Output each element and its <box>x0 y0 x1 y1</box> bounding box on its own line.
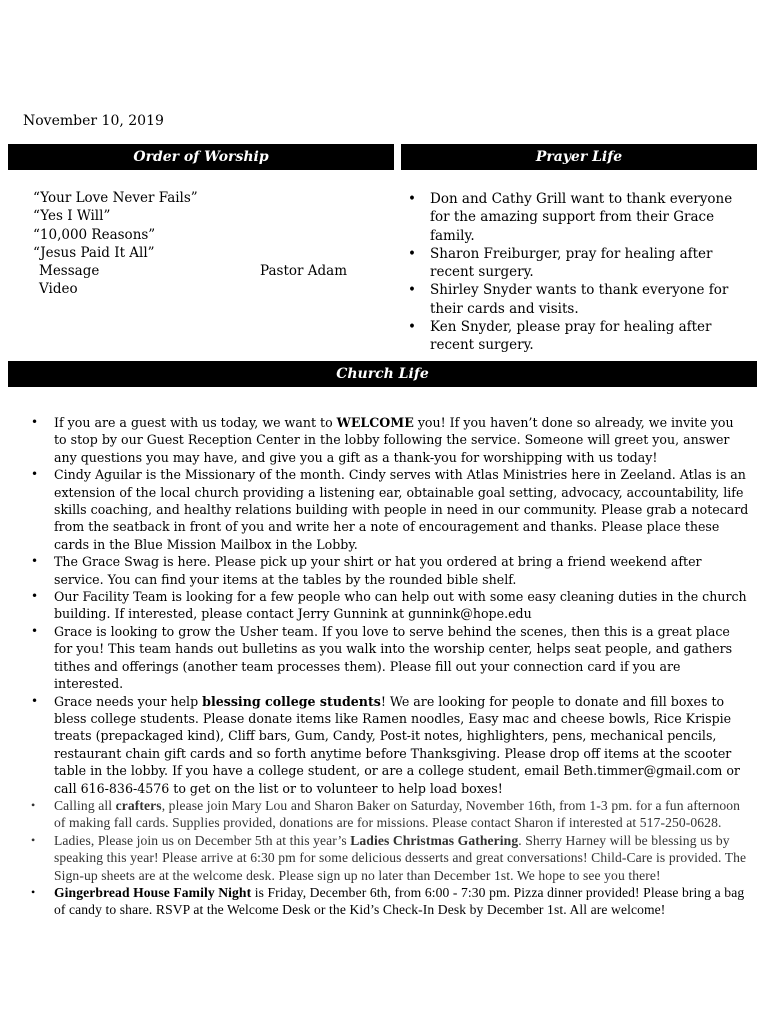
video-label: Video <box>39 281 78 298</box>
church-life-item-usher-team: • Grace is looking to grow the Usher team. If you love to serve behind the scenes, then this is a great place for you! This team hands out bulletins as you walk into the worship center, helps seat people, and gathers tithes and offerings (another team processes them). Please fill out your connection card if you are interested. <box>30 623 750 693</box>
church-life-item-facility-team: • Our Facility Team is looking for a few people who can help out with some easy cleaning duties in the church building. If interested, please contact Jerry Gunnink at gunnink@hope.edu <box>30 588 750 623</box>
church-life-item-swag: • The Grace Swag is here. Please pick up your shirt or hat you ordered at bring a friend weekend after service. You can find your items at the tables by the rounded bible shelf. <box>30 553 750 588</box>
church-life-list <box>30 414 750 919</box>
prayer-life-header: Prayer Life <box>401 144 757 170</box>
worship-song: “Jesus Paid It All” <box>33 244 155 261</box>
message-row <box>33 262 373 280</box>
church-life-header: Church Life <box>8 361 757 387</box>
message-label: Message <box>39 263 100 280</box>
worship-song: “Yes I Will” <box>33 208 111 225</box>
worship-song: “10,000 Reasons” <box>33 226 156 243</box>
church-life-item-college-students: • Grace needs your help blessing college students! We are looking for people to donate and fill boxes to bless college students. Please donate items like Ramen noodles, Easy mac and cheese bowls, Rice Krispie treats (prepackaged kind), Cliff bars, Gum, Candy, Post-it notes, highlighters, pens, mechanical pencils, restaurant chain gift cards and so forth anytime before Thanksgiving. Please drop off items at the scooter table in the lobby. If you have a college student, or are a college student, email Beth.timmer@gmail.com or call 616-836-4576 to get on the list or to volunteer to help load boxes! <box>30 693 750 797</box>
order-of-worship-list <box>33 189 373 299</box>
bulletin-date: November 10, 2019 <box>23 113 164 129</box>
worship-song: “Your Love Never Fails” <box>33 190 198 206</box>
church-life-item-gingerbread-night: • Gingerbread House Family Night is Friday, December 6th, from 6:00 - 7:30 pm. Pizza dinner provided! Please bring a bag of candy to share. RSVP at the Welcome Desk or the Kid’s Check-In Desk by December 1st. All are welcome! <box>30 884 750 919</box>
message-speaker: Pastor Adam <box>260 263 347 280</box>
prayer-item: • Don and Cathy Grill want to thank everyone for the amazing support from their Grace family. <box>405 190 745 245</box>
prayer-item: • Ken Snyder, please pray for healing after recent surgery. <box>405 318 745 355</box>
prayer-item: • Shirley Snyder wants to thank everyone for their cards and visits. <box>405 281 745 318</box>
video-row <box>33 280 373 298</box>
prayer-life-list <box>405 190 745 355</box>
prayer-item: • Sharon Freiburger, pray for healing after recent surgery. <box>405 245 745 282</box>
church-life-item-crafters: • Calling all crafters, please join Mary Lou and Sharon Baker on Saturday, November 16th, from 1-3 pm. for a fun afternoon of making fall cards. Supplies provided, donations are for missions. Please contact Sharon if interested at 517-250-0628. <box>30 797 750 832</box>
church-life-item-ladies-gathering: • Ladies, Please join us on December 5th at this year’s Ladies Christmas Gathering. Sherry Harney will be blessing us by speaking this year! Please arrive at 6:30 pm for some delicious desserts and great conversations! Child-Care is provided. The Sign-up sheets are at the welcome desk. Please sign up no later than December 1st. We hope to see you there! <box>30 832 750 884</box>
church-life-item-missionary: • Cindy Aguilar is the Missionary of the month. Cindy serves with Atlas Ministries here in Zeeland. Atlas is an extension of the local church providing a listening ear, obtainable goal setting, advocacy, accountability, life skills coaching, and healthy relations building with people in need in our community. Please grab a notecard from the seatback in front of you and write her a note of encouragement and thanks. Please place these cards in the Blue Mission Mailbox in the Lobby. <box>30 466 750 553</box>
order-of-worship-header: Order of Worship <box>8 144 394 170</box>
church-life-item-welcome: • If you are a guest with us today, we want to WELCOME you! If you haven’t done so already, we invite you to stop by our Guest Reception Center in the lobby following the service. Someone will greet you, answer any questions you may have, and give you a gift as a thank-you for worshipping with us today! <box>30 414 750 466</box>
